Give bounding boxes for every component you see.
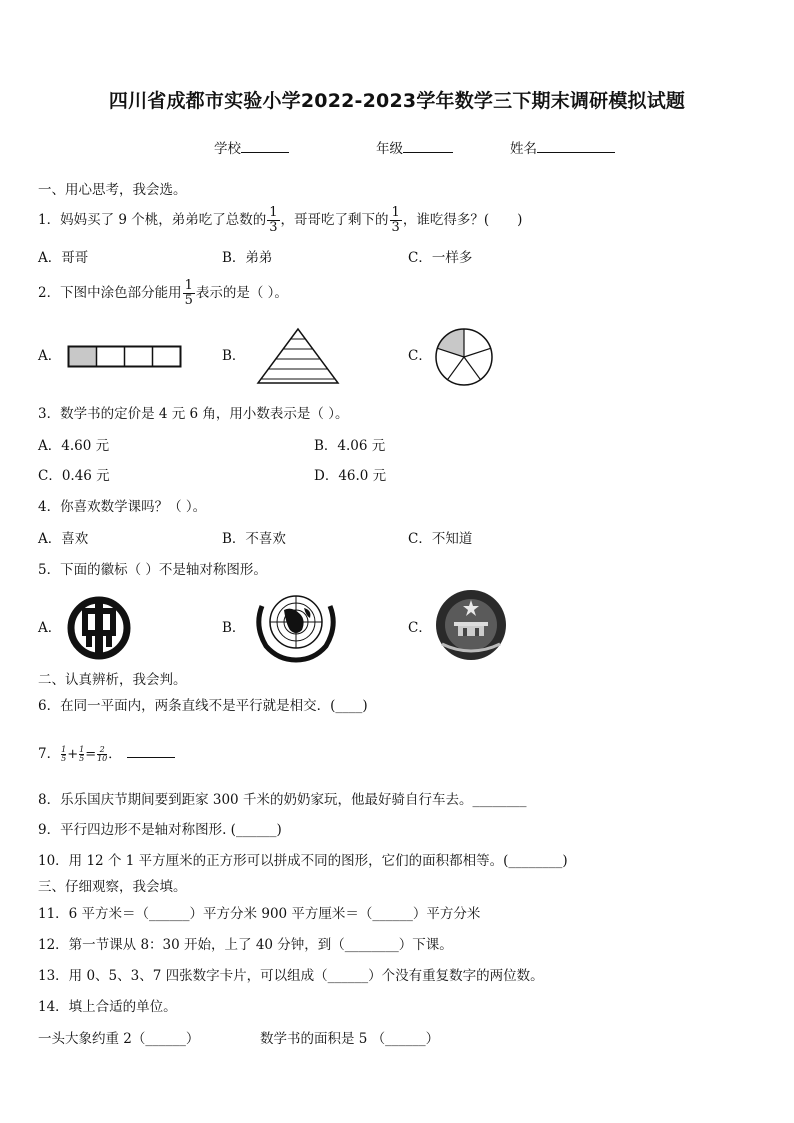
bank-logo-icon: [64, 593, 134, 663]
name-field[interactable]: [510, 140, 615, 158]
question-6: 6．在同一平面内，两条直线不是平行就是相交．(____): [38, 698, 368, 714]
q2-triangle-figure: [256, 327, 340, 385]
page-title: 四川省成都市实验小学2022-2023学年数学三下期末调研模拟试题: [108, 90, 686, 112]
question-10: 10．用 12 个 1 平方厘米的正方形可以拼成不同的图形，它们的面积都相等。(________): [38, 853, 568, 869]
q7-answer-blank[interactable]: [127, 757, 175, 758]
question-2: 2．下图中涂色部分能用 $\frac{1}{5}$ 表示的是（ ）。: [38, 278, 288, 308]
q1-option-a[interactable]: A．哥哥: [38, 250, 89, 266]
grade-label: 年级: [376, 141, 403, 157]
national-emblem-icon: [432, 586, 510, 664]
q3-option-a[interactable]: A．4.60 元: [38, 438, 110, 454]
name-blank[interactable]: [537, 152, 615, 153]
q2-circle-figure: [434, 327, 494, 387]
section-1-heading: 一、用心思考，我会选。: [38, 182, 187, 198]
question-7: 7． $\frac{1}{5}$ + $\frac{1}{5}$ = $\frac{2}{10}$ ．: [38, 741, 175, 768]
q5-option-a[interactable]: A．: [38, 620, 62, 636]
q1-option-c[interactable]: C．一样多: [408, 250, 473, 266]
q4-option-c[interactable]: C．不知道: [408, 531, 473, 547]
q2-option-c[interactable]: C．: [408, 348, 432, 364]
question-11: 11．6 平方米＝（______）平方分米 900 平方厘米＝（______）平方分米: [38, 906, 481, 922]
question-13: 13．用 0、5、3、7 四张数字卡片，可以组成（______）个没有重复数字的两位数。: [38, 968, 544, 984]
question-14b: 数学书的面积是 5 （______）: [260, 1031, 440, 1047]
school-label: 学校: [214, 141, 241, 157]
question-14: 14．填上合适的单位。: [38, 999, 177, 1015]
question-5: 5．下面的徽标（ ）不是轴对称图形。: [38, 562, 267, 578]
name-label: 姓名: [510, 141, 537, 157]
q5-option-b[interactable]: B．: [222, 620, 246, 636]
question-9: 9．平行四边形不是轴对称图形. (______): [38, 822, 282, 838]
q4-option-b[interactable]: B．不喜欢: [222, 531, 286, 547]
fraction-one-fifth: $\frac{1}{5}$: [184, 278, 193, 308]
q2-option-a[interactable]: A．: [38, 348, 62, 364]
question-8: 8．乐乐国庆节期间要到距家 300 千米的奶奶家玩，他最好骑自行车去。________: [38, 792, 527, 808]
question-14a: 一头大象约重 2（______）: [38, 1031, 200, 1047]
question-3: 3．数学书的定价是 4 元 6 角，用小数表示是（ ）。: [38, 406, 349, 422]
question-4: 4．你喜欢数学课吗？（ ）。: [38, 499, 207, 515]
section-3-heading: 三、仔细观察，我会填。: [38, 879, 187, 895]
q2-option-b[interactable]: B．: [222, 348, 246, 364]
q5-option-c[interactable]: C．: [408, 620, 432, 636]
fraction-one-third: $\frac{1}{3}$: [391, 205, 400, 235]
un-emblem-icon: [248, 586, 344, 664]
q1-option-b[interactable]: B．弟弟: [222, 250, 273, 266]
q2-rectangle-figure: [67, 345, 183, 369]
section-2-heading: 二、认真辨析，我会判。: [38, 672, 187, 688]
q3-option-c[interactable]: C．0.46 元: [38, 468, 110, 484]
question-1: 1．妈妈买了 9 个桃，弟弟吃了总数的 $\frac{1}{3}$ ，哥哥吃了剩下的 $\frac{1}{3}$ ，谁吃得多？( ): [38, 205, 523, 235]
q4-option-a[interactable]: A．喜欢: [38, 531, 89, 547]
q3-option-d[interactable]: D．46.0 元: [314, 468, 387, 484]
question-12: 12．第一节课从 8：30 开始，上了 40 分钟，到（________）下课。: [38, 937, 453, 953]
school-blank[interactable]: [241, 152, 289, 153]
fraction-one-third: $\frac{1}{3}$: [269, 205, 278, 235]
grade-blank[interactable]: [403, 152, 453, 153]
school-field[interactable]: [214, 140, 289, 158]
q3-option-b[interactable]: B．4.06 元: [314, 438, 386, 454]
grade-field[interactable]: [376, 140, 453, 158]
